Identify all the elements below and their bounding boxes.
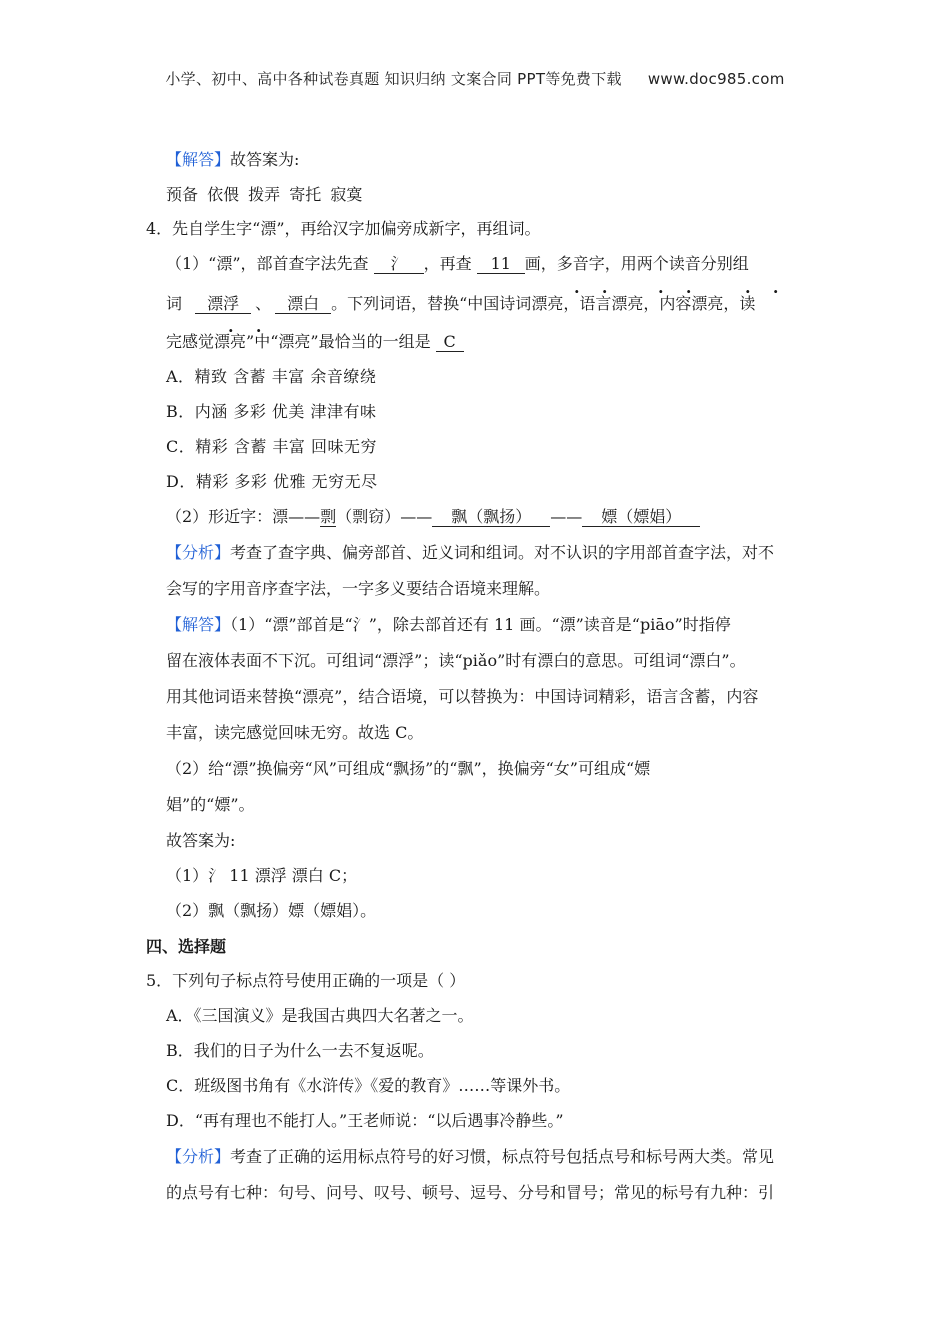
q4-final-line2: （2）飘（飘扬）嫖（嫖娼）。: [166, 901, 377, 920]
page-header: [0, 68, 950, 89]
q4-p2-text-e: ，读: [723, 294, 756, 313]
q4-solution-text-1: （1）“漂”部首是“氵”，除去部首还有 11 画。“漂”读音是“piāo”时指停: [230, 615, 731, 634]
q4-strokes-blank: 11: [477, 256, 525, 274]
q4-solution-line2: 留在液体表面不下沉。可组词“漂浮”；读“piǎo”时有漂白的意思。可组词“漂白”。: [166, 651, 746, 670]
q4-word1-blank: 漂浮: [195, 296, 251, 314]
q4-p3-text-b: ”中“漂亮”最恰当的一组是: [246, 332, 431, 351]
q4-analysis-line1: [166, 540, 774, 563]
analysis-tag: 【分析】: [166, 543, 231, 562]
q4-emph-word-4: 漂亮: [214, 332, 247, 351]
q4-similar-text-b: （剽窃）——: [336, 507, 433, 526]
q4-p2-text-d: ，内容: [643, 294, 692, 313]
q4-solution-line4: 丰富，读完感觉回味无穷。故选 C。: [166, 723, 424, 742]
q4-analysis-line2: 会写的字用音序查字法，一字多义要结合语境来理解。: [166, 579, 551, 598]
q3-answer-words: 预备 依偎 拨弄 寄托 寂寞: [166, 185, 363, 204]
q4-option-c: C．精彩 含蓄 丰富 回味无穷: [166, 437, 378, 456]
q4-emph-word-3: 漂亮: [691, 294, 724, 313]
q5-option-d: D．“再有理也不能打人。”王老师说：“以后遇事冷静些。”: [166, 1111, 564, 1130]
q4-option-b: B．内涵 多彩 优美 津津有味: [166, 402, 377, 421]
analysis-tag: 【分析】: [166, 1147, 231, 1166]
q5-option-a: A．《三国演义》是我国古典四大名著之一。: [166, 1006, 474, 1025]
q4-p1-text-a: （1）“漂”，部首查字法先查: [166, 254, 369, 273]
q5-option-c: C．班级图书角有《水浒传》《爱的教育》……等课外书。: [166, 1076, 571, 1095]
q4-part1-line1: [166, 251, 749, 274]
q4-p2-text-a: 词: [166, 294, 183, 313]
q5-analysis-text-1: 考查了正确的运用标点符号的好习惯，标点符号包括点号和标号两大类。常见: [230, 1147, 775, 1166]
q4-similar-blank-2: 嫖（嫖娼）: [582, 509, 700, 527]
q4-solution-line1: [166, 612, 731, 635]
q5-analysis-line1: [166, 1144, 774, 1167]
q4-similar-text-a: （2）形近字：漂——: [166, 507, 321, 526]
q4-emph-word-2: 漂亮: [611, 294, 644, 313]
solution-tag: 【解答】: [166, 615, 231, 634]
q4-similar-blank-1: 飘（飘扬）: [432, 509, 550, 527]
q4-similar-text-c: ——: [550, 507, 583, 526]
q4-p3-text-a: 完感觉: [166, 332, 215, 351]
q4-p1-text-b: ，再查: [423, 254, 472, 273]
emphasis-dots-4: . .: [228, 317, 262, 336]
q5-stem: 5．下列句子标点符号使用正确的一项是（ ）: [146, 971, 466, 990]
q4-part1-line3: [166, 329, 464, 352]
header-site-link[interactable]: www.doc985.com: [647, 70, 785, 88]
q4-option-a: A．精致 含蓄 丰富 余音缭绕: [166, 367, 377, 386]
q4-analysis-text-1: 考查了查字典、偏旁部首、近义词和组词。对不认识的字用部首查字法，对不: [230, 543, 775, 562]
q4-final-intro: 故答案为:: [166, 831, 236, 850]
q4-radical-blank: 氵: [374, 256, 424, 274]
q4-solution-line3: 用其他词语来替换“漂亮”，结合语境，可以替换为：中国诗词精彩，语言含蓄，内容: [166, 687, 759, 706]
emphasis-dots-1: . .: [574, 278, 608, 297]
q4-similar-piao: 剽: [320, 507, 337, 526]
q4-p1-text-c: 画，多音字，用两个读音分别组: [524, 254, 749, 273]
q4-stem: 4．先自学生字“漂”，再给汉字加偏旁成新字，再组词。: [146, 219, 541, 238]
q4-final-line1: （1）氵 11 漂浮 漂白 C；: [166, 866, 358, 885]
answer-intro: 故答案为:: [230, 150, 300, 169]
q4-p2-text-c: ，语言: [563, 294, 612, 313]
q4-word-sep: 、: [255, 294, 272, 313]
q4-emph-word-1: 漂亮: [531, 294, 564, 313]
q4-solution-line5: （2）给“漂”换偏旁“风”可组成“飘扬”的“飘”，换偏旁“女”可组成“嫖: [166, 759, 651, 778]
q5-analysis-line2: 的点号有七种：句号、问号、叹号、顿号、逗号、分号和冒号；常见的标号有九种：引: [166, 1183, 775, 1202]
q4-p2-text-b: 。下列词语，替换“中国诗词: [331, 294, 532, 313]
q4-part2-line: [166, 504, 700, 527]
header-tagline: 小学、初中、高中各种试卷真题 知识归纳 文案合同 PPT等免费下载: [165, 70, 622, 88]
emphasis-dots-3: . .: [745, 278, 779, 297]
section-title: 四、选择题: [146, 937, 227, 956]
q5-option-b: B．我们的日子为什么一去不复返呢。: [166, 1041, 434, 1060]
q4-solution-line6: 娼”的“嫖”。: [166, 795, 255, 814]
emphasis-dots-2: . .: [658, 278, 692, 297]
q3-answer-line: [166, 147, 299, 170]
q4-word2-blank: 漂白: [275, 296, 331, 314]
q4-choice-blank: C: [436, 334, 464, 352]
q4-option-d: D．精彩 多彩 优雅 无穷无尽: [166, 472, 378, 491]
answer-tag: 【解答】: [166, 150, 231, 169]
